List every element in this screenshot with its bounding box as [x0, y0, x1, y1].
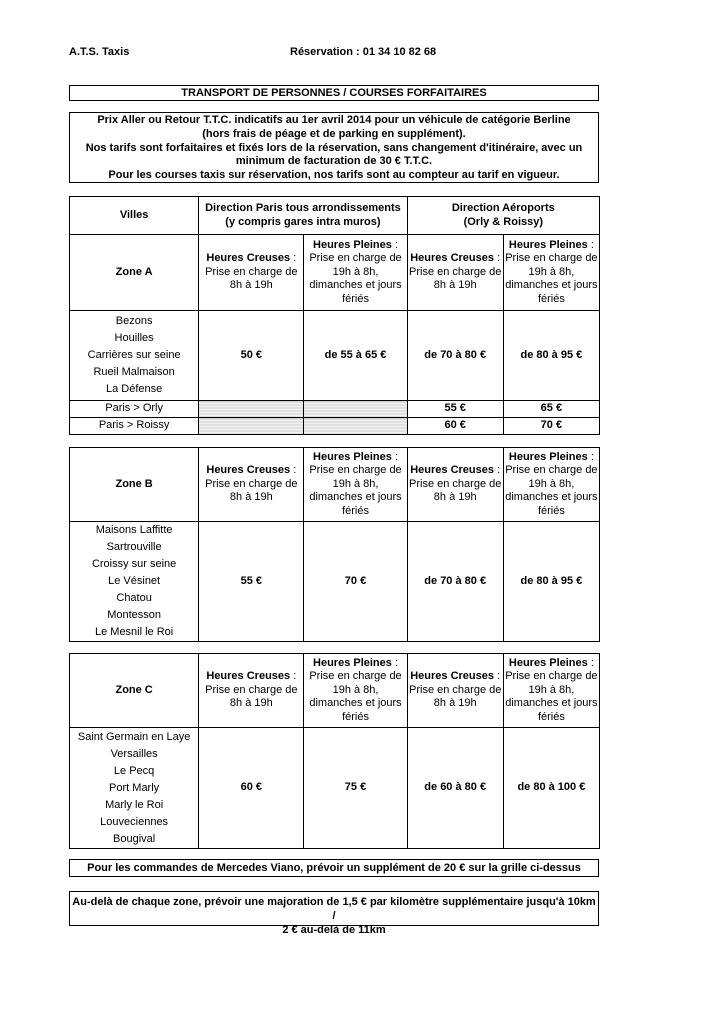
hours-pleines-line: fériés	[537, 504, 565, 517]
price-airport-creuses: de 70 à 80 €	[407, 311, 503, 401]
zone-cities	[70, 728, 199, 849]
price-paris-pleines: 75 €	[304, 728, 407, 849]
hours-pleines-line: dimanches et jours	[505, 279, 598, 292]
hours-creuses-line: Prise en charge de	[205, 477, 298, 490]
hours-pleines-line: 19h à 8h,	[528, 683, 575, 696]
hours-pleines-line: dimanches et jours	[505, 491, 598, 504]
hours-pleines-line: dimanches et jours	[309, 697, 402, 710]
price-airport-pleines: de 80 à 100 €	[503, 728, 599, 849]
hours-pleines-label: Heures Pleines	[313, 450, 392, 463]
zone-a-table	[69, 196, 600, 435]
city: Maisons Laffitte	[95, 524, 173, 536]
price-paris-creuses: 55 €	[199, 522, 304, 642]
city: Chatou	[116, 592, 152, 604]
hours-pleines-line: 19h à 8h,	[528, 265, 575, 278]
intro-line: minimum de facturation de 30 € T.T.C.	[235, 155, 433, 168]
hours-sep: :	[391, 238, 399, 251]
hours-creuses-line: Prise en charge de	[409, 683, 502, 696]
zone-name: Zone B	[70, 448, 199, 522]
hours-pleines-label: Heures Pleines	[508, 238, 588, 251]
hours-sep: :	[494, 670, 501, 683]
extra-km-line: Au-delà de chaque zone, prévoir une majoration de 1,5 € par kilomètre supplémentaire jusqu'à 10km /	[72, 896, 596, 922]
city: Le Vésinet	[108, 575, 161, 587]
hours-creuses-cell	[407, 235, 503, 311]
hours-pleines-line: 19h à 8h,	[528, 477, 575, 490]
hours-creuses-line: 8h à 19h	[433, 697, 477, 710]
page-title	[69, 85, 599, 101]
price-paris-creuses: 50 €	[199, 311, 304, 401]
hours-creuses-line: 8h à 19h	[229, 491, 273, 504]
route-label: Paris > Orly	[70, 401, 199, 418]
city: Carrières sur seine	[87, 349, 181, 361]
hours-pleines-cell	[503, 235, 599, 311]
intro-line: Prix Aller ou Retour T.T.C. indicatifs au 1er avril 2014 pour un véhicule de catégorie Berline	[97, 114, 571, 126]
page-title-text: TRANSPORT DE PERSONNES / COURSES FORFAITAIRES	[181, 87, 487, 99]
hours-pleines-line: Prise en charge de	[505, 670, 598, 683]
city: Le Pecq	[113, 764, 155, 777]
intro-box	[69, 112, 599, 183]
hours-pleines-line: Prise en charge de	[505, 464, 598, 477]
hours-creuses-line: 8h à 19h	[229, 697, 273, 710]
hours-pleines-line: Prise en charge de	[309, 464, 402, 477]
hours-pleines-cell	[503, 654, 599, 728]
hours-pleines-line: fériés	[537, 710, 565, 723]
zone-name: Zone A	[70, 235, 199, 311]
hours-sep: :	[290, 464, 297, 477]
intro-line: (hors frais de péage et de parking en supplément).	[202, 127, 466, 140]
city: La Défense	[105, 383, 163, 395]
city: Saint Germain en Laye	[77, 730, 191, 743]
city: Port Marly	[109, 781, 160, 794]
hours-creuses-cell	[407, 654, 503, 728]
column-header-villes: Villes	[70, 197, 199, 235]
zone-b-table	[69, 447, 600, 642]
hours-creuses-label: Heures Creuses	[410, 670, 495, 683]
intro-line: Nos tarifs sont forfaitaires et fixés lors de la réservation, sans changement d'itinéraire, avec un	[85, 141, 583, 154]
company-name: A.T.S. Taxis	[69, 46, 130, 58]
hours-pleines-line: Prise en charge de	[309, 670, 402, 683]
hours-sep: :	[587, 656, 594, 669]
hours-pleines-line: dimanches et jours	[309, 279, 402, 292]
hours-creuses-line: 8h à 19h	[433, 279, 477, 292]
empty-hatched-cell	[199, 418, 304, 435]
hours-creuses-line: 8h à 19h	[229, 279, 273, 292]
hours-pleines-label: Heures Pleines	[508, 656, 588, 669]
price-airport-pleines: de 80 à 95 €	[503, 522, 599, 642]
hours-creuses-cell	[199, 235, 304, 311]
reservation-phone: Réservation : 01 34 10 82 68	[290, 46, 437, 58]
hours-sep: :	[391, 656, 399, 669]
hours-pleines-line: Prise en charge de	[309, 252, 402, 265]
hours-sep: :	[587, 450, 594, 463]
price-paris-pleines: de 55 à 65 €	[304, 311, 407, 401]
hours-sep: :	[391, 450, 399, 463]
hours-creuses-line: Prise en charge de	[409, 477, 502, 490]
viano-note	[69, 859, 599, 877]
city: Louveciennes	[100, 815, 169, 828]
hours-sep: :	[290, 670, 297, 683]
hours-pleines-line: fériés	[342, 292, 369, 305]
extra-km-note	[69, 891, 599, 936]
hours-sep: :	[494, 464, 501, 477]
hours-sep: :	[587, 238, 594, 251]
city: Montesson	[107, 609, 162, 621]
hours-creuses-cell	[407, 448, 503, 522]
hours-creuses-cell	[199, 448, 304, 522]
hours-pleines-line: 19h à 8h,	[332, 477, 379, 490]
city: Bougival	[113, 832, 156, 845]
hours-creuses-label: Heures Creuses	[206, 670, 291, 683]
city: Sartrouville	[106, 541, 162, 553]
zone-c-table	[69, 653, 600, 849]
city: Croissy sur seine	[91, 558, 177, 570]
paris-header-line1: Direction Paris tous arrondissements	[205, 202, 401, 214]
hours-creuses-label: Heures Creuses	[206, 252, 291, 265]
extra-km-line: 2 € au-delà de 11km	[282, 924, 386, 936]
hours-pleines-label: Heures Pleines	[508, 450, 588, 463]
hours-creuses-line: Prise en charge de	[205, 683, 298, 696]
hours-pleines-line: fériés	[342, 504, 369, 517]
hours-creuses-cell	[199, 654, 304, 728]
empty-hatched-cell	[304, 418, 407, 435]
price-paris-creuses: 60 €	[199, 728, 304, 849]
city: Marly le Roi	[105, 798, 164, 811]
airports-header-line1: Direction Aéroports	[451, 202, 555, 214]
hours-pleines-cell	[304, 235, 407, 311]
hours-pleines-label: Heures Pleines	[313, 238, 392, 251]
price-route-pleines: 70 €	[503, 418, 599, 435]
hours-pleines-cell	[304, 448, 407, 522]
hours-pleines-line: dimanches et jours	[309, 491, 402, 504]
route-label: Paris > Roissy	[70, 418, 199, 435]
hours-creuses-line: Prise en charge de	[205, 265, 298, 278]
empty-hatched-cell	[199, 401, 304, 418]
hours-pleines-line: 19h à 8h,	[332, 265, 379, 278]
viano-note-text: Pour les commandes de Mercedes Viano, prévoir un supplément de 20 € sur la grille ci-dessus	[87, 862, 581, 874]
column-header-paris	[199, 197, 407, 235]
city: Houilles	[114, 332, 154, 344]
price-paris-pleines: 70 €	[304, 522, 407, 642]
hours-sep: :	[290, 252, 297, 265]
hours-pleines-cell	[503, 448, 599, 522]
zone-name: Zone C	[70, 654, 199, 728]
hours-pleines-line: dimanches et jours	[505, 697, 598, 710]
hours-creuses-label: Heures Creuses	[410, 252, 495, 265]
city: Rueil Malmaison	[93, 366, 175, 378]
empty-hatched-cell	[304, 401, 407, 418]
hours-sep: :	[494, 252, 501, 265]
hours-creuses-label: Heures Creuses	[206, 464, 291, 477]
price-route-pleines: 65 €	[503, 401, 599, 418]
hours-pleines-line: 19h à 8h,	[332, 683, 379, 696]
city: Bezons	[115, 315, 153, 327]
price-airport-pleines: de 80 à 95 €	[503, 311, 599, 401]
price-route-creuses: 55 €	[407, 401, 503, 418]
city: Versailles	[110, 747, 158, 760]
hours-creuses-line: Prise en charge de	[409, 265, 502, 278]
city: Le Mesnil le Roi	[94, 626, 174, 638]
price-route-creuses: 60 €	[407, 418, 503, 435]
zone-cities	[70, 522, 199, 642]
price-airport-creuses: de 70 à 80 €	[407, 522, 503, 642]
price-airport-creuses: de 60 à 80 €	[407, 728, 503, 849]
hours-pleines-line: fériés	[537, 292, 565, 305]
hours-creuses-line: 8h à 19h	[433, 491, 477, 504]
hours-pleines-cell	[304, 654, 407, 728]
zone-cities	[70, 311, 199, 401]
intro-line: Pour les courses taxis sur réservation, nos tarifs sont au compteur au tarif en vigueur.	[108, 169, 560, 182]
hours-creuses-label: Heures Creuses	[410, 464, 495, 477]
hours-pleines-line: Prise en charge de	[505, 252, 598, 265]
hours-pleines-line: fériés	[342, 710, 369, 723]
airports-header-line2: (Orly & Roissy)	[463, 215, 544, 228]
paris-header-line2: (y compris gares intra muros)	[225, 215, 381, 228]
column-header-airports	[407, 197, 599, 235]
hours-pleines-label: Heures Pleines	[313, 656, 392, 669]
